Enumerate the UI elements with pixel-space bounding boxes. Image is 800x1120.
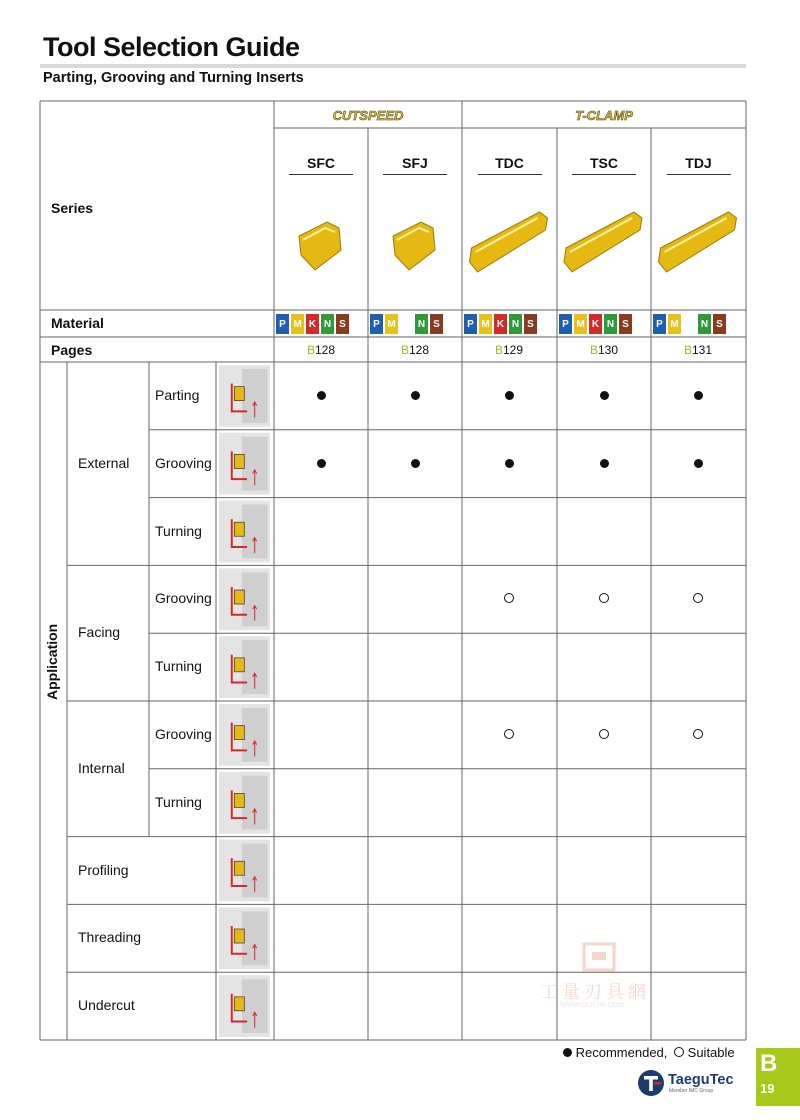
series-name-rule [572, 174, 636, 175]
legend [563, 1045, 735, 1060]
insert-image-tsc [564, 212, 642, 272]
recommended-dot-icon [274, 456, 368, 471]
recommended-dot-icon [462, 388, 556, 403]
diagram-insert [234, 861, 244, 875]
material-chip-m: M [479, 314, 492, 334]
diagram-insert [234, 658, 244, 672]
material-chip-p: P [370, 314, 383, 334]
page-title: Tool Selection Guide [43, 32, 300, 62]
material-chip-m: M [385, 314, 398, 334]
diagram-insert [234, 929, 244, 943]
t-clamp-logo: T-CLAMP [575, 108, 633, 123]
page-ref-tdc [462, 343, 556, 357]
series-label: Series [51, 200, 94, 216]
pages-label: Pages [51, 342, 93, 358]
page-prefix: B [683, 343, 692, 357]
section-tab [756, 1048, 800, 1106]
operation-label-internal-grooving: Grooving [155, 725, 212, 742]
suitable-circle-icon [557, 727, 651, 742]
series-name-tdj: TDJ [685, 155, 712, 171]
insert-shape [393, 222, 435, 270]
operation-diagram-icon [219, 840, 270, 902]
operation-label-facing-turning: Turning [155, 658, 202, 675]
series-name-tsc: TSC [590, 155, 618, 171]
group-label-facing: Facing [78, 624, 121, 641]
page-prefix: B [494, 343, 503, 357]
series-name-rule [289, 174, 353, 175]
page-prefix: B [400, 343, 409, 357]
insert-shape [299, 222, 341, 270]
logo-text: TaeguTec [668, 1072, 734, 1088]
insert-shape [470, 212, 548, 272]
material-chip-s: S [524, 314, 537, 334]
recommended-dot-icon [563, 1044, 572, 1061]
page-ref-sfj [368, 343, 462, 357]
material-chip-k: K [306, 314, 319, 334]
suitable-circle-icon [462, 591, 556, 606]
taegutec-logo [636, 1067, 746, 1099]
series-name-tdc: TDC [495, 155, 524, 171]
recommended-dot-icon [651, 456, 745, 471]
legend-suitable: Suitable [687, 1045, 735, 1060]
page-number: 128 [314, 343, 336, 357]
series-name-rule [478, 174, 542, 175]
material-chip-blank [683, 314, 696, 334]
material-chips-sfj [370, 314, 443, 334]
page-prefix: B [589, 343, 598, 357]
operation-label-external-grooving: Grooving [155, 454, 212, 471]
page-number: 19 [760, 1081, 775, 1096]
group-label-internal: Internal [78, 759, 125, 776]
watermark-icon [580, 940, 620, 974]
page-prefix: B [306, 343, 315, 357]
page-number: 131 [691, 343, 713, 357]
material-chip-s: S [430, 314, 443, 334]
operation-diagram-icon [219, 568, 270, 630]
material-chip-n: N [604, 314, 617, 334]
recommended-dot-icon [368, 456, 462, 471]
insert-image-sfj [393, 222, 435, 270]
suitable-circle-icon [674, 1044, 684, 1061]
suitable-circle-icon [557, 591, 651, 606]
group-label-threading: Threading [78, 929, 142, 946]
page-ref-tsc [557, 343, 651, 357]
material-chip-p: P [276, 314, 289, 334]
page-number: 128 [408, 343, 430, 357]
material-chip-m: M [574, 314, 587, 334]
material-chips-sfc [276, 314, 349, 334]
watermark-text: 工量刃具網 [540, 982, 650, 1003]
operation-label-external-turning: Turning [155, 522, 202, 539]
series-name-rule [383, 174, 447, 175]
material-chip-s: S [336, 314, 349, 334]
material-chip-m: M [291, 314, 304, 334]
insert-image-tdc [470, 212, 548, 272]
watermark-url: WWW.GLRJW.COM [560, 1002, 624, 1009]
material-chip-k: K [494, 314, 507, 334]
material-chip-n: N [321, 314, 334, 334]
series-name-sfj: SFJ [402, 155, 428, 171]
page-subtitle: Parting, Grooving and Turning Inserts [43, 70, 304, 86]
material-chip-p: P [559, 314, 572, 334]
material-chip-n: N [415, 314, 428, 334]
operation-diagram-icon [219, 704, 270, 766]
recommended-dot-icon [368, 388, 462, 403]
material-chip-n: N [509, 314, 522, 334]
recommended-dot-icon [557, 388, 651, 403]
material-chips-tdj [653, 314, 726, 334]
operation-label-facing-grooving: Grooving [155, 590, 212, 607]
watermark [540, 940, 680, 1020]
diagram-insert [234, 454, 244, 468]
insert-image-tdj [659, 212, 737, 272]
operation-diagram-icon [219, 772, 270, 834]
material-chip-n: N [698, 314, 711, 334]
recommended-dot-icon [651, 388, 745, 403]
suitable-circle-icon [651, 591, 745, 606]
group-label-external: External [78, 454, 130, 471]
series-name-sfc: SFC [307, 155, 335, 171]
group-label-undercut: Undercut [78, 997, 135, 1014]
material-chip-blank [400, 314, 413, 334]
diagram-insert [234, 726, 244, 740]
operation-label-external-parting: Parting [155, 386, 200, 403]
material-chip-p: P [653, 314, 666, 334]
material-chip-m: M [668, 314, 681, 334]
insert-shape [659, 212, 737, 272]
recommended-dot-icon [462, 456, 556, 471]
material-chips-tdc [464, 314, 537, 334]
material-chip-p: P [464, 314, 477, 334]
material-label: Material [51, 315, 104, 331]
page-ref-sfc [274, 343, 368, 357]
suitable-circle-icon [462, 727, 556, 742]
application-label: Application [44, 623, 60, 700]
recommended-dot-icon [274, 388, 368, 403]
diagram-insert [234, 997, 244, 1011]
operation-diagram-icon [219, 636, 270, 698]
taegutec-logo-icon [636, 1068, 666, 1098]
cutspeed-logo: CUTSPEED [332, 108, 404, 123]
section-letter: B [760, 1050, 778, 1077]
operation-diagram-icon [219, 907, 270, 969]
material-chips-tsc [559, 314, 632, 334]
recommended-dot-icon [557, 456, 651, 471]
insert-shape [564, 212, 642, 272]
page-number: 130 [597, 343, 619, 357]
page-ref-tdj [651, 343, 745, 357]
diagram-insert [234, 522, 244, 536]
insert-image-sfc [299, 222, 341, 270]
material-chip-s: S [713, 314, 726, 334]
series-name-rule [667, 174, 731, 175]
diagram-insert [234, 590, 244, 604]
operation-diagram-icon [219, 433, 270, 495]
page-number: 129 [502, 343, 524, 357]
operation-diagram-icon [219, 365, 270, 427]
material-chip-s: S [619, 314, 632, 334]
logo-subtext: Member IMC Group [669, 1088, 714, 1094]
operation-diagram-icon [219, 501, 270, 563]
diagram-insert [234, 793, 244, 807]
group-label-profiling: Profiling [78, 861, 129, 878]
operation-diagram-icon [219, 975, 270, 1037]
operation-label-internal-turning: Turning [155, 793, 202, 810]
suitable-circle-icon [651, 727, 745, 742]
material-chip-k: K [589, 314, 602, 334]
legend-recommended: Recommended, [575, 1045, 668, 1060]
diagram-insert [234, 387, 244, 401]
